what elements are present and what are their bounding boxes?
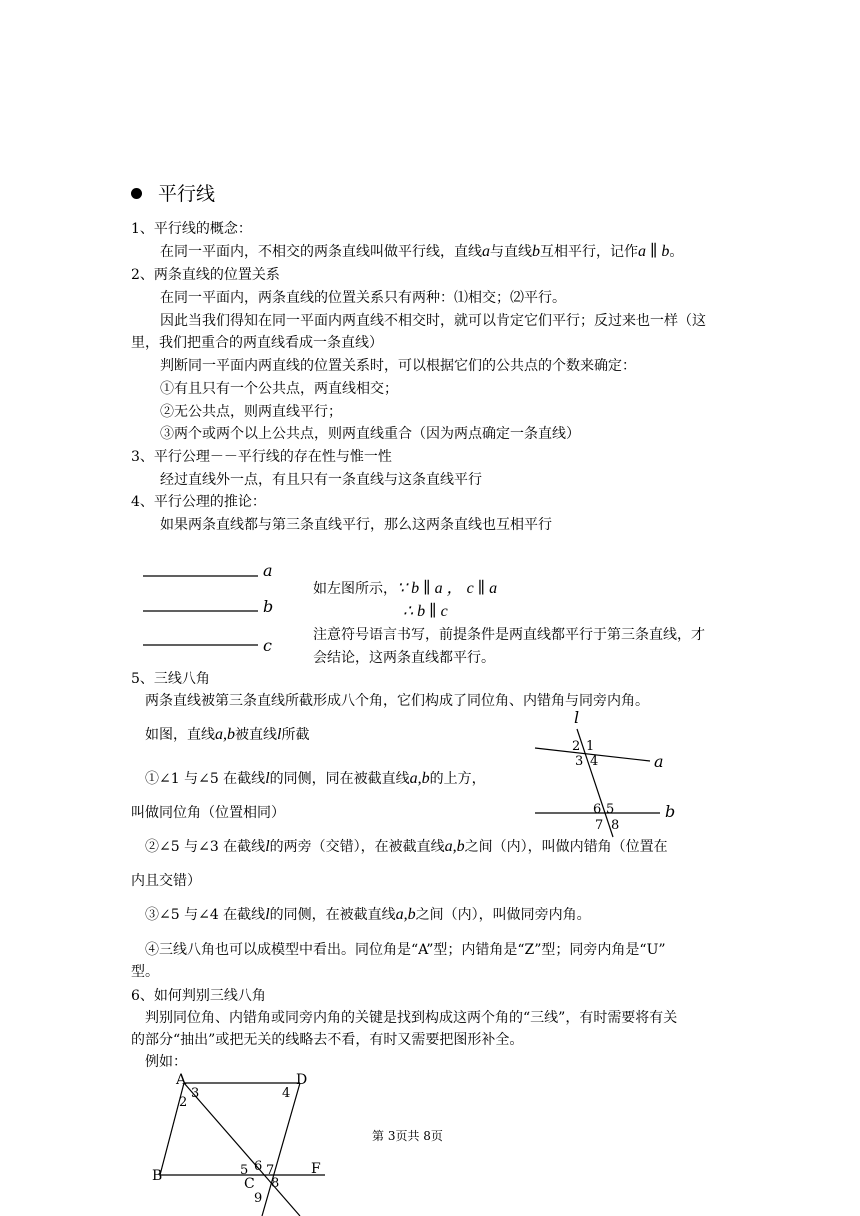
point-A: A — [176, 1072, 187, 1088]
example-figure — [140, 1066, 340, 1216]
var-ab: a,b — [444, 838, 465, 855]
label-l: l — [574, 708, 580, 727]
angle-6: 6 — [593, 802, 602, 817]
s2-heading: 2、两条直线的位置关系 — [131, 267, 280, 283]
section-title — [131, 182, 215, 206]
s4-note1: 注意符号语言书写，前提条件是两直线都平行于第三条直线，才 — [313, 627, 705, 643]
s5-case-2-cont: 内且交错） — [131, 873, 201, 889]
label-a: a — [654, 752, 664, 771]
segment-DC — [262, 1083, 300, 1216]
s5-c1a: ①∠1 与∠5 在截线 — [145, 771, 266, 787]
label-c: c — [263, 636, 272, 655]
s5-p2b: 被直线 — [235, 727, 277, 743]
var-b: b — [532, 243, 540, 260]
angle-4: 4 — [590, 754, 599, 769]
s5-c3c: 之间（内），叫做同旁内角。 — [415, 907, 591, 923]
angle-3: 3 — [191, 1086, 200, 1101]
s1-p2: 与直线 — [490, 244, 532, 260]
point-D: D — [296, 1072, 308, 1088]
var-a: a — [482, 243, 490, 260]
angle-1: 1 — [586, 739, 595, 754]
s2-p2b: 里，我们把重合的两直线看成一条直线） — [131, 335, 383, 351]
s5-p2 — [145, 725, 309, 745]
s2-case-1: ①有且只有一个公共点，两直线相交； — [160, 381, 398, 397]
s5-case-4: ④三线八角也可以成模型中看出。同位角是“A”型；内错角是“Z”型；同旁内角是“U” — [145, 942, 666, 958]
s5-c2a: ②∠5 与∠3 在截线 — [145, 839, 266, 855]
parallel-lines-figure — [140, 560, 290, 660]
s6-p1b: 的部分“抽出”或把无关的线略去不看，有时又需要把图形补全。 — [131, 1032, 524, 1048]
s1-p4: 。 — [669, 244, 684, 260]
bullet-icon — [131, 188, 142, 199]
s4-fig-prefix: 如左图所示， — [313, 581, 397, 597]
s6-p2: 例如： — [145, 1054, 187, 1070]
angle-6: 6 — [254, 1159, 263, 1174]
label-b: b — [263, 597, 274, 616]
conclusion-text: ∴ b ∥ c — [403, 603, 448, 620]
s5-p2c: 所截 — [281, 727, 310, 743]
s1-p1: 在同一平面内，不相交的两条直线叫做平行线，直线 — [160, 244, 482, 260]
s2-case-3: ③两个或两个以上公共点，则两直线重合（因为两点确定一条直线） — [160, 426, 580, 442]
page-footer: 第 3页共 8页 — [372, 1129, 443, 1143]
angle-8: 8 — [271, 1176, 280, 1191]
label-a: a — [263, 561, 273, 580]
s5-p2a: 如图，直线 — [145, 727, 215, 743]
point-B: B — [152, 1168, 163, 1184]
transversal-figure — [530, 705, 690, 840]
notation-a-parallel-b: a ∥ b — [638, 243, 670, 260]
var-l: l — [277, 726, 282, 743]
angle-4: 4 — [282, 1086, 291, 1101]
angle-2: 2 — [179, 1095, 188, 1110]
segment-AC — [184, 1083, 300, 1216]
s1-paragraph — [160, 242, 683, 262]
s2-p3: 判断同一平面内两直线的位置关系时，可以根据它们的公共点的个数来确定： — [160, 358, 636, 374]
angle-8: 8 — [611, 818, 620, 833]
s3-p1: 经过直线外一点，有且只有一条直线与这条直线平行 — [160, 472, 482, 488]
s2-case-2: ②无公共点，则两直线平行； — [160, 404, 342, 420]
label-b: b — [665, 802, 676, 821]
s5-case-4-cont: 型。 — [131, 964, 159, 980]
s5-p1: 两条直线被第三条直线所截形成八个角，它们构成了同位角、内错角与同旁内角。 — [145, 693, 649, 709]
s4-premise: ∵ b ∥ a ， c ∥ a — [397, 580, 498, 597]
s3-heading: 3、平行公理－－平行线的存在性与惟一性 — [131, 449, 392, 465]
s4-figure-statement — [313, 579, 497, 599]
var-l: l — [265, 770, 270, 787]
angle-5: 5 — [606, 802, 615, 817]
s2-p1: 在同一平面内，两条直线的位置关系只有两种：⑴相交；⑵平行。 — [160, 290, 566, 306]
point-C: C — [244, 1176, 255, 1192]
s4-conclusion — [403, 602, 448, 622]
s5-c2c: 之间（内），叫做内错角（位置在 — [464, 839, 668, 855]
angle-9: 9 — [254, 1191, 263, 1206]
s5-c3a: ③∠5 与∠4 在截线 — [145, 907, 266, 923]
s4-heading: 4、平行公理的推论： — [131, 494, 266, 510]
s5-case-1 — [145, 769, 486, 789]
s2-p2a: 因此当我们得知在同一平面内两直线不相交时，就可以肯定它们平行；反过来也一样（这 — [160, 313, 706, 329]
s4-p1: 如果两条直线都与第三条直线平行，那么这两条直线也互相平行 — [160, 517, 552, 533]
s1-p3: 互相平行，记作 — [540, 244, 638, 260]
var-l: l — [265, 838, 270, 855]
s6-p1a: 判别同位角、内错角或同旁内角的关键是找到构成这两个角的“三线”，有时需要将有关 — [145, 1010, 678, 1026]
s5-c1b: 的同侧，同在被截直线 — [269, 771, 410, 787]
angle-2: 2 — [572, 739, 581, 754]
s5-case-3 — [145, 905, 591, 925]
var-l: l — [265, 906, 270, 923]
s5-c2b: 的两旁（交错），在被截直线 — [269, 839, 445, 855]
var-ab: a,b — [215, 726, 235, 743]
angle-3: 3 — [575, 754, 584, 769]
point-F: F — [311, 1161, 321, 1177]
s5-case-2 — [145, 837, 668, 857]
var-ab: a,b — [409, 770, 430, 787]
title-text: 平行线 — [158, 183, 216, 205]
s5-heading: 5、三线八角 — [131, 671, 210, 687]
s4-note2: 会结论，这两条直线都平行。 — [313, 650, 495, 666]
s6-heading: 6、如何判别三线八角 — [131, 988, 266, 1004]
angle-7: 7 — [595, 818, 604, 833]
var-ab: a,b — [395, 906, 416, 923]
angle-5: 5 — [240, 1163, 249, 1178]
s5-case-1-cont: 叫做同位角（位置相同） — [131, 805, 285, 821]
angle-7: 7 — [266, 1163, 275, 1178]
s5-c1c: 的上方， — [429, 771, 486, 787]
s1-heading: 1、平行线的概念： — [131, 221, 252, 237]
s5-c3b: 的同侧，在被截直线 — [269, 907, 396, 923]
